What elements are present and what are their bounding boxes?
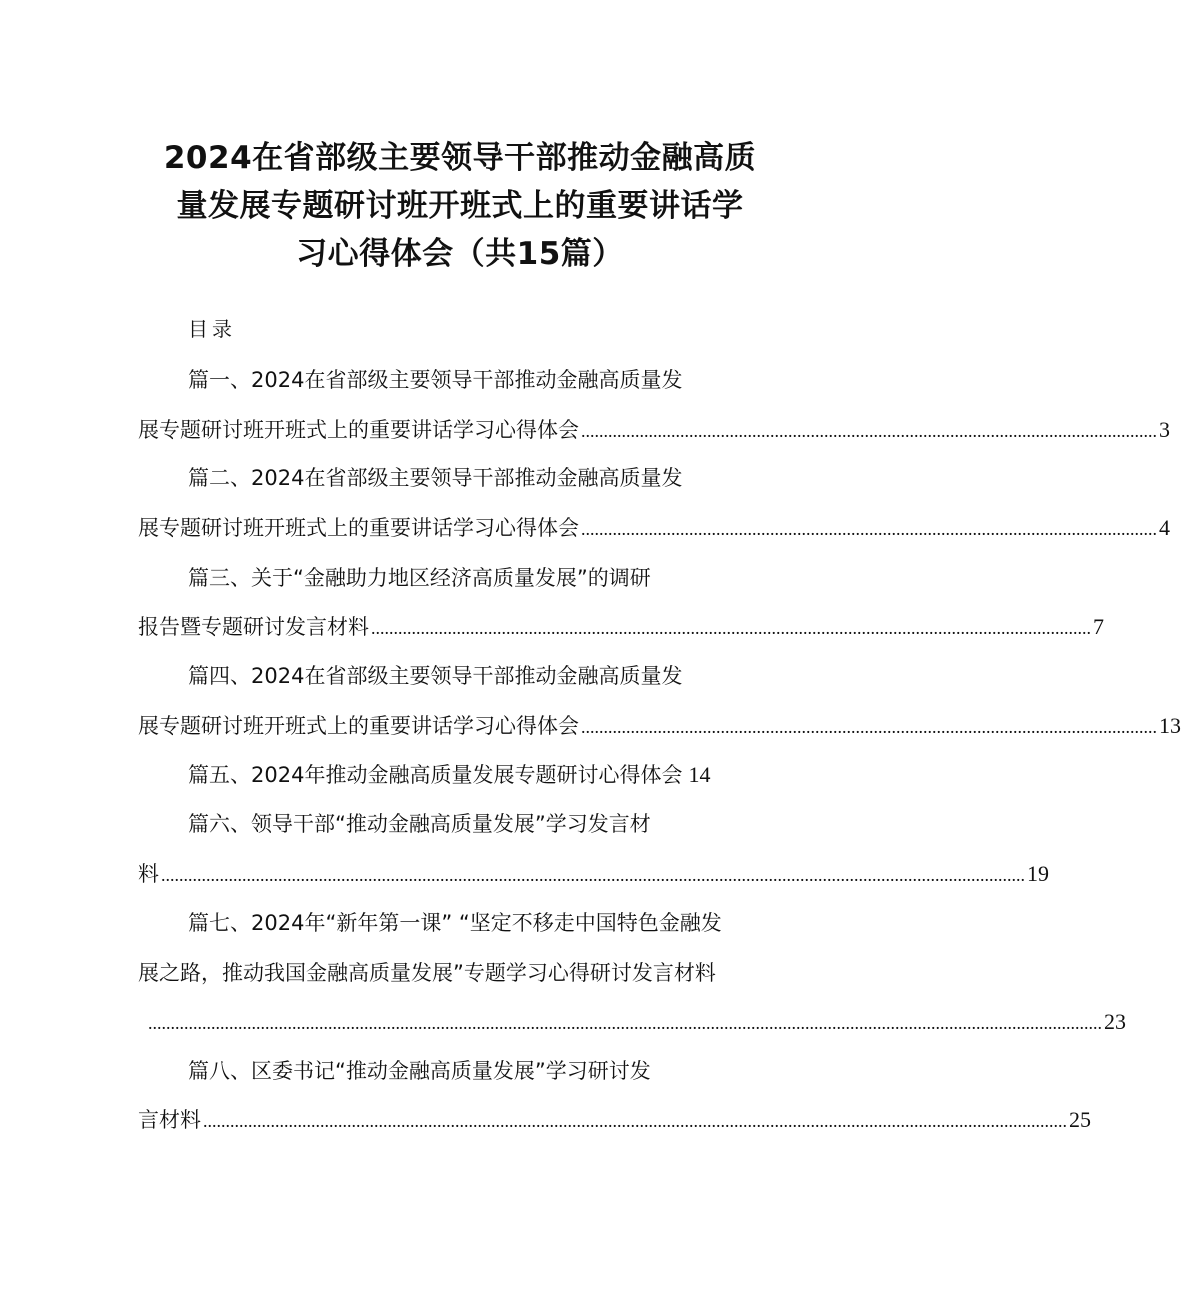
toc-entry-1-continuation[interactable] [138, 415, 1170, 445]
toc-page-number: 25 [1069, 1107, 1091, 1132]
toc-entry-text: 篇八、区委书记“推动金融高质量发展”学习研讨发 [188, 1059, 651, 1083]
toc-page-number: 19 [1027, 861, 1049, 886]
toc-entry-text: 篇六、领导干部“推动金融高质量发展”学习发言材 [188, 812, 651, 836]
toc-entry-text: 料 [138, 862, 159, 886]
title-line: 2024在省部级主要领导干部推动金融高质 [163, 140, 757, 176]
toc-entry-text: 展之路，推动我国金融高质量发展”专题学习心得研讨发言材料 [138, 961, 716, 985]
toc-leader-dots: ................................................................................................................................ [581, 519, 1157, 539]
toc-entry-4-continuation[interactable] [138, 711, 1181, 741]
toc-leader-dots: ................................................................................................................................ [581, 717, 1157, 737]
toc-entry-6-title[interactable] [188, 809, 651, 839]
toc-entry-6-continuation[interactable] [138, 859, 1049, 889]
toc-entry-text: 展专题研讨班开班式上的重要讲话学习心得体会 [138, 714, 579, 738]
toc-entry-text: 报告暨专题研讨发言材料 [138, 615, 369, 639]
toc-entry-7-leader-line[interactable] [146, 1007, 1126, 1037]
toc-entry-text: 篇三、关于“金融助力地区经济高质量发展”的调研 [188, 566, 651, 590]
title-line: 习心得体会（共15篇） [296, 236, 624, 272]
toc-entry-text: 篇二、2024在省部级主要领导干部推动金融高质量发 [188, 466, 683, 490]
toc-entry-text: 展专题研讨班开班式上的重要讲话学习心得体会 [138, 516, 579, 540]
toc-entry-8-title[interactable] [188, 1056, 651, 1086]
toc-page-number: 14 [688, 762, 711, 787]
toc-entry-1-title[interactable] [188, 365, 682, 395]
toc-entry-text: 展专题研讨班开班式上的重要讲话学习心得体会 [138, 418, 579, 442]
toc-page-number: 13 [1159, 713, 1181, 738]
toc-entry-3-title[interactable] [188, 563, 651, 593]
toc-entry-text: 篇一、2024在省部级主要领导干部推动金融高质量发 [188, 368, 683, 392]
toc-leader-dots: ................................................................................................................................................................ [371, 618, 1091, 638]
toc-leader-dots: ................................................................................................................................................................................................ [161, 865, 1025, 885]
toc-entry-text: 篇五、2024年推动金融高质量发展专题研讨心得体会 [188, 763, 683, 787]
title-line: 量发展专题研讨班开班式上的重要讲话学 [176, 188, 744, 224]
toc-heading: 目录 [188, 317, 236, 341]
toc-entry-3-continuation[interactable] [138, 612, 1104, 642]
toc-entry-2-title[interactable] [188, 463, 682, 493]
toc-page-number: 4 [1159, 515, 1170, 540]
toc-entry-7-continuation[interactable] [138, 958, 716, 988]
toc-leader-dots: ................................................................................................................................ [581, 421, 1157, 441]
toc-page-number: 3 [1159, 417, 1170, 442]
toc-entry-text: 言材料 [138, 1108, 201, 1132]
toc-leader-dots: ................................................................................................................................................................................................ [203, 1111, 1067, 1131]
toc-page-number: 23 [1104, 1009, 1126, 1034]
toc-entry-4-title[interactable] [188, 661, 682, 691]
toc-page-number: 7 [1093, 614, 1104, 639]
toc-leader-dots: .................................................................................................................................................................................................................... [148, 1013, 1102, 1033]
document-title [120, 134, 800, 278]
toc-entry-text: 篇七、2024年“新年第一课” “坚定不移走中国特色金融发 [188, 911, 722, 935]
toc-entry-7-title[interactable] [188, 908, 722, 938]
toc-entry-5-title[interactable] [188, 760, 710, 790]
toc-entry-2-continuation[interactable] [138, 513, 1170, 543]
toc-entry-text: 篇四、2024在省部级主要领导干部推动金融高质量发 [188, 664, 683, 688]
toc-entry-8-continuation[interactable] [138, 1105, 1091, 1135]
